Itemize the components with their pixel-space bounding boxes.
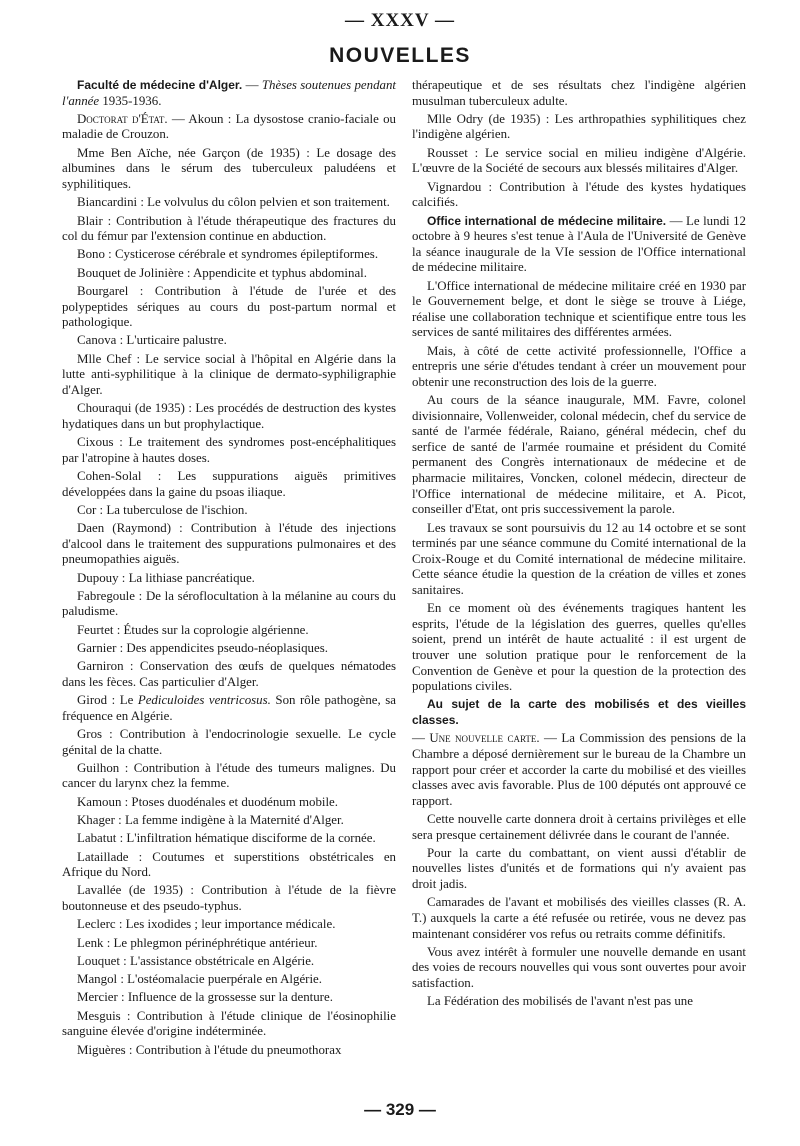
thesis-entry: Lenk : Le phlegmon périnéphrétique antérieur. (77, 935, 318, 950)
left-column (62, 78, 396, 1061)
thesis-entry: Gros : Contribution à l'endocrinologie sexuelle. Le cycle génital de la chatte. (62, 727, 396, 757)
thesis-entry: Bono : Cysticerose cérébrale et syndromes épileptiformes. (77, 247, 379, 262)
thesis-entry: Mangol : L'ostéomalacie puerpérale en Algérie. (77, 972, 322, 987)
thesis-entry: Garnier : Des appendicites pseudo-néoplasiques. (77, 640, 328, 655)
carte-paragraph-5: Vous avez intérêt à formuler une nouvelle demande en usant des voies de recours nouvelles qui vous sont ouvertes pour avoir satisfaction. (412, 944, 746, 990)
thesis-entry: Feurtet : Études sur la coprologie algérienne. (77, 622, 309, 637)
thesis-entry: Miguères : Contribution à l'étude du pneumothorax (77, 1042, 342, 1057)
thesis-entry: Guilhon : Contribution à l'étude des tumeurs malignes. Du cancer du larynx chez la femme. (62, 760, 396, 791)
thesis-entry: Kamoun : Ptoses duodénales et duodénum mobile. (77, 794, 338, 809)
thesis-continuation: thérapeutique et de ses résultats chez l'indigène algérien musulman tuberculeux adulte. (412, 78, 746, 108)
theses-year: 1935-1936. (99, 93, 162, 108)
section-heading-alger: Faculté de médecine d'Alger. (77, 78, 243, 92)
thesis-list-end (412, 112, 746, 211)
carte-paragraph-2: Cette nouvelle carte donnera droit à certains privilèges et elle sera presque certainement délivrée dans le courant de l'année. (412, 811, 746, 842)
thesis-entry: Mercier : Influence de la grossesse sur la denture. (77, 990, 333, 1005)
office-paragraph-1 (412, 214, 746, 276)
page-title: NOUVELLES (329, 44, 471, 67)
thesis-entry: Lataillade : Coutumes et superstitions obstétricales en Afrique du Nord. (62, 849, 396, 880)
thesis-entry: Garniron : Conservation des œufs de quelques nématodes dans les fèces. Cas particulier d'Alger. (62, 659, 396, 689)
alger-intro (62, 78, 396, 109)
thesis-entry: Vignardou : Contribution à l'étude des kystes hydatiques calcifiés. (412, 179, 746, 210)
girod-name: Girod : Le (77, 693, 138, 708)
thesis-entry: Khager : La femme indigène à la Maternité d'Alger. (77, 813, 344, 828)
carte-paragraph-1: — Une nouvelle carte. — La Commission des pensions de la Chambre a déposé dernièrement sur le bureau de la Chambre un rapport pour créer et accorder la carte du mobilisé et des vieilles classes avec avis favorable. Plus de 100 députés ont approuvé ce rapport. (412, 731, 746, 808)
thesis-entry: Louquet : L'assistance obstétricale en Algérie. (77, 953, 315, 968)
right-column (412, 78, 746, 1013)
thesis-entry: Biancardini : Le volvulus du côlon pelvien et son traitement. (77, 195, 390, 210)
section-heading-carte (412, 697, 746, 728)
theses-intro: Thèses soutenues pendant l'année (62, 78, 397, 108)
thesis-entry: Leclerc : Les ixodides ; leur importance médicale. (77, 917, 336, 932)
carte-paragraph-3: Pour la carte du combattant, on vient aussi d'établir de nouvelles listes d'unités et de formations qui n'y avaient pas droit jadis. (412, 845, 746, 892)
thesis-entry: Cixous : Le traitement des syndromes post-encéphalitiques par l'atropine à hautes doses. (62, 435, 396, 465)
section-heading-office: Office international de médecine militaire. (427, 213, 667, 228)
doctorat-label: Doctorat d'État. (77, 111, 168, 126)
carte-subheading: Une nouvelle carte. (429, 731, 540, 746)
doctorat-text: — Akoun : La dysostose cranio-faciale ou maladie de Crouzon. (62, 111, 396, 142)
office-paragraph-3: Mais, à côté de cette activité professionnelle, l'Office a entrepris une série d'études tendant à créer un mouvement pour obtenir une reconstruction des lois de la guerre. (412, 343, 746, 389)
office-paragraph-6: En ce moment où des événements tragiques hantent les esprits, l'étude de la législation des guerres, quelles qu'elles soient, prend un intérêt de haute actualité : il est urgent de trouver une solution pratique pour le renforcement de la Convention de Genève et pour la question de la protection des populations civiles. (412, 601, 746, 694)
thesis-list-continued (62, 727, 396, 1058)
thesis-entry: Blair : Contribution à l'étude thérapeutique des fractures du col du fémur par l'extension continue en abduction. (62, 213, 396, 244)
carte-paragraph-6: La Fédération des mobilisés de l'avant n'est pas une (427, 994, 693, 1009)
dash: — (242, 78, 262, 92)
carte-paragraph-4: Camarades de l'avant et mobilisés des vieilles classes (R. A. T.) auxquels la carte a été refusée ou retirée, vous ne devez pas maintenant considérer vos refus ou retraits comme définitifs. (412, 895, 746, 941)
page-number: — 329 — (364, 1100, 436, 1119)
page-number-roman: — XXXV — (344, 10, 456, 31)
thesis-entry: Mme Ben Aïche, née Garçon (de 1935) : Le dosage des albumines dans le sérum des tuberculeux paludéens et syphilitiques. (62, 145, 396, 191)
thesis-entry-girod (62, 693, 396, 724)
office-paragraph-5: Les travaux se sont poursuivis du 12 au 14 octobre et se sont terminés par une séance commune du Comité international de la Croix-Rouge et du Comité international de médecine militaire. Cette séance étudie la question de la création de villes et zones sanitaires. (412, 520, 746, 597)
thesis-entry: Fabregoule : De la séroflocultation à la mélanine au cours du paludisme. (62, 588, 396, 619)
thesis-entry: Mesguis : Contribution à l'étude clinique de l'éosinophilie sanguine élevée d'origine indéterminée. (62, 1008, 396, 1039)
office-p1-text: — Le lundi 12 octobre à 9 heures s'est tenue à l'Aula de l'Université de Genève la séance inaugurale de la VIe session de l'Office international de médecine militaire. (412, 213, 746, 275)
thesis-list (62, 146, 396, 691)
thesis-entry: Labatut : L'infiltration hématique disciforme de la cornée. (77, 831, 376, 846)
thesis-entry: Cohen-Solal : Les suppurations aiguës primitives développées dans la gaine du psoas iliaque. (62, 468, 396, 499)
doctorat-entry (62, 112, 396, 143)
thesis-entry: Bouquet de Jolinière : Appendicite et typhus abdominal. (77, 265, 367, 280)
girod-species: Pediculoides ventricosus. (137, 693, 271, 708)
thesis-entry: Rousset : Le service social en milieu indigène d'Algérie. L'œuvre de la Société de secours aux blessés militaires d'Alger. (412, 145, 746, 176)
carte-heading: Au sujet de la carte des mobilisés et des vieilles classes. (412, 697, 746, 728)
thesis-entry: Cor : La tuberculose de l'ischion. (77, 502, 248, 517)
girod-rest: Son rôle pathogène, sa fréquence en Algérie. (62, 693, 396, 723)
office-paragraph-2: L'Office international de médecine militaire créé en 1930 par le Gouvernement belge, et dont le siège se trouve à Liége, réalise une collaboration technique et scientifique entre tous les services de santé militaires des différentes armées. (412, 278, 746, 340)
thesis-entry: Daen (Raymond) : Contribution à l'étude des injections d'alcool dans le traitement des suppurations pulmonaires et des pneumopathies aiguës. (62, 521, 396, 567)
thesis-entry: Chouraqui (de 1935) : Les procédés de destruction des kystes hydatiques dans un but prophylactique. (62, 401, 396, 431)
thesis-entry: Lavallée (de 1935) : Contribution à l'étude de la fièvre boutonneuse et des pseudo-typhus. (62, 883, 396, 914)
thesis-entry: Mlle Chef : Le service social à l'hôpital en Algérie dans la lutte anti-syphilitique à la clinique de dermato-syphiligraphie d'Alger. (62, 351, 396, 397)
thesis-entry: Bourgarel : Contribution à l'étude de l'urée et des polypeptides sériques au cours du post-partum normal et pathologique. (62, 283, 396, 330)
office-paragraph-4: Au cours de la séance inaugurale, MM. Favre, colonel divisionnaire, Vollenweider, colonal médecin, chef du service de santé de l'armée fédérale, Raiano, général médecin, chef du serfice de santé de l'armée roumaine et président du Comité permanent des Congrès internationaux de médecine et de pharmacie militaires, Voncken, colonel médecin, directeur de l'Office international de médecine militaire, et A. Picot, conseiller d'Etat, ont pris successivement la parole. (412, 393, 746, 517)
thesis-entry: Dupouy : La lithiase pancréatique. (77, 570, 255, 585)
thesis-entry: Mlle Odry (de 1935) : Les arthropathies syphilitiques chez l'indigène algérien. (412, 111, 746, 142)
thesis-entry: Canova : L'urticaire palustre. (77, 333, 227, 348)
carte-p1-text: — La Commission des pensions de la Chambre a déposé dernièrement sur le bureau de la Chambre un rapport pour créer et accorder la carte du mobilisé et des vieilles classes avec avis favorable. Plus de 100 députés ont approuvé ce rapport. (412, 731, 746, 808)
